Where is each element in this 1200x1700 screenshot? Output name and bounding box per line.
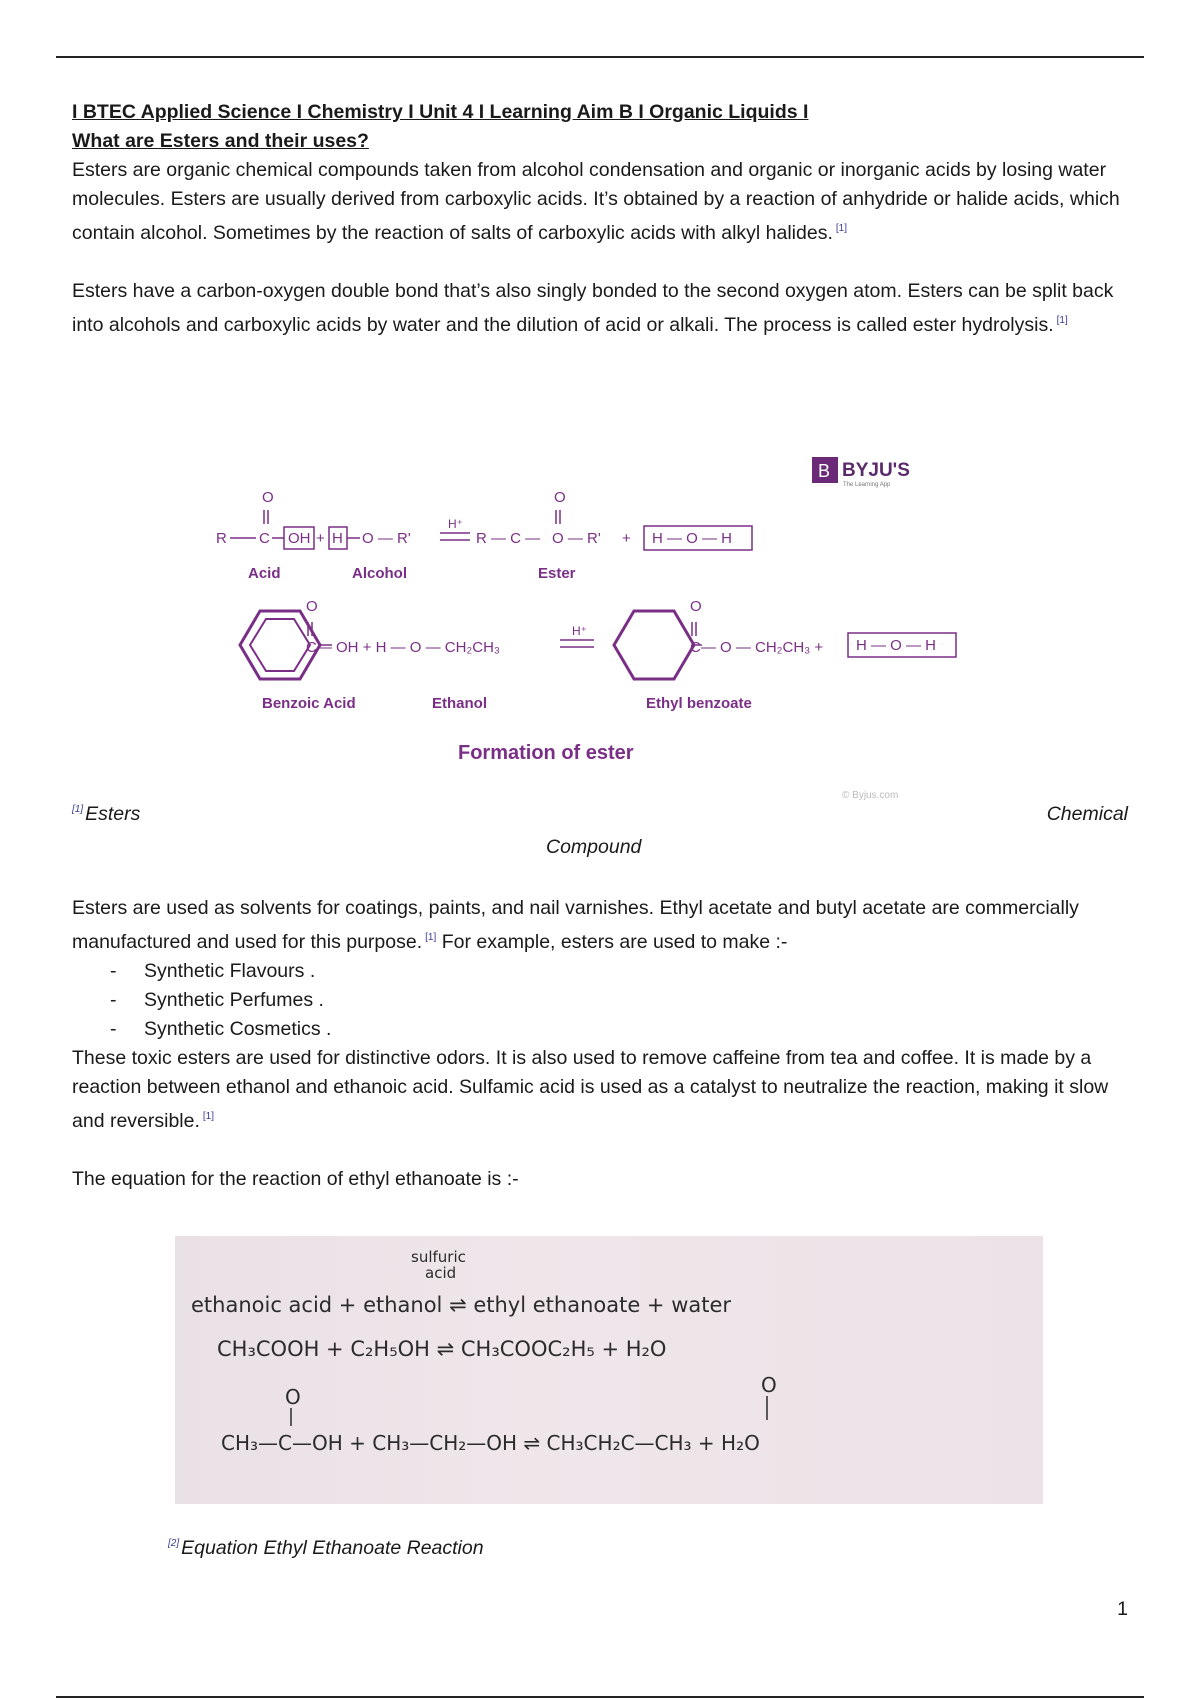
svg-text:ethanoic acid + ethanol ⇌ ethy: ethanoic acid + ethanol ⇌ ethyl ethanoate + water: [191, 1293, 732, 1317]
svg-text:Ester: Ester: [538, 565, 576, 582]
svg-text:sulfuric: sulfuric: [411, 1248, 466, 1266]
uses-section: [72, 894, 1132, 1194]
list-item: - Synthetic Flavours .: [110, 957, 1132, 986]
svg-text:C— OH + H — O — CH₂CH₃: C— OH + H — O — CH₂CH₃: [306, 639, 501, 656]
svg-text:R — C —: R — C —: [476, 530, 541, 547]
ester-formation-diagram: [200, 440, 1000, 800]
citation: [1]: [835, 223, 847, 234]
svg-text:Benzoic Acid: Benzoic Acid: [262, 695, 356, 712]
bottom-rule: [56, 1696, 1144, 1698]
figure2-caption: [2] Equation Ethyl Ethanoate Reaction: [168, 1537, 484, 1559]
list-item: - Synthetic Cosmetics .: [110, 1015, 1132, 1044]
svg-text:CH₃COOH + C₂H₅OH ⇌ CH₃COOC₂H₅: CH₃COOH + C₂H₅OH ⇌ CH₃COOC₂H₅ + H₂O: [217, 1337, 667, 1361]
svg-text:O: O: [690, 598, 702, 615]
paragraph-esters-definition: Esters are organic chemical compounds taken from alcohol condensation and organic or inorganic acids by losing water molecules. Esters are usually derived from carboxylic acids. It’s obtained by a reaction of anhydride or halide acids, which contain alcohol. Sometimes by the reaction of salts of carboxylic acids with alkyl halides. [1]: [72, 159, 1120, 244]
svg-text:+: +: [622, 530, 631, 547]
svg-text:O: O: [285, 1385, 301, 1409]
svg-text:R: R: [216, 530, 227, 547]
svg-text:CH₃—C—OH + CH₃—CH₂—OH ⇌ CH: CH₃—C—OH + CH₃—CH₂—OH ⇌ CH₃CH₂C—CH₃ + H₂O: [221, 1431, 760, 1455]
svg-text:C: C: [259, 530, 270, 547]
citation: [1]: [1056, 315, 1068, 326]
svg-text:OH: OH: [288, 530, 311, 547]
svg-text:H — O — H: H — O — H: [856, 637, 937, 654]
svg-text:O: O: [554, 489, 566, 506]
top-rule: [56, 56, 1144, 58]
svg-text:O: O: [761, 1373, 777, 1397]
svg-text:O: O: [306, 598, 318, 615]
svg-text:C— O — CH₂CH₃ +: C— O — CH₂CH₃ +: [690, 639, 824, 656]
paragraph-ester-hydrolysis: Esters have a carbon-oxygen double bond that’s also singly bonded to the second oxygen atom. Esters can be split back into alcohols and carboxylic acids by water and the dilution of acid or alkali. The process is called ester hydrolysis. [1]: [72, 280, 1114, 336]
ester-products-list: [72, 957, 1132, 1044]
svg-text:H — O — H: H — O — H: [652, 530, 733, 547]
list-item: - Synthetic Perfumes .: [110, 986, 1132, 1015]
svg-text:O — R': O — R': [362, 530, 411, 547]
svg-text:H⁺: H⁺: [448, 517, 463, 531]
svg-text:H⁺: H⁺: [572, 624, 587, 638]
svg-text:Acid: Acid: [248, 565, 281, 582]
svg-text:+: +: [316, 530, 325, 547]
svg-text:Formation of ester: Formation of ester: [458, 742, 634, 764]
svg-text:Alcohol: Alcohol: [352, 565, 407, 582]
svg-text:© Byjus.com: © Byjus.com: [842, 790, 899, 800]
paragraph-equation-intro: The equation for the reaction of ethyl ethanoate is :-: [72, 1168, 519, 1190]
document-body: [72, 98, 1132, 340]
svg-text:Ethanol: Ethanol: [432, 695, 487, 712]
svg-text:The Learning App: The Learning App: [843, 482, 891, 488]
figure1-caption-left: [1] Esters: [72, 803, 141, 825]
svg-text:BYJU'S: BYJU'S: [842, 460, 910, 481]
paragraph-ester-odors: These toxic esters are used for distinctive odors. It is also used to remove caffeine from tea and coffee. It is made by a reaction between ethanol and ethanoic acid. Sulfamic acid is used as a catalyst to neutralize the reaction, making it slow and reversible. [1]: [72, 1047, 1109, 1132]
svg-text:O: O: [262, 489, 274, 506]
page-title: What are Esters and their uses?: [72, 130, 369, 152]
page-number: 1: [1117, 1598, 1128, 1620]
svg-text:acid: acid: [425, 1264, 457, 1282]
svg-text:H: H: [332, 530, 343, 547]
svg-text:O — R': O — R': [552, 530, 601, 547]
svg-text:B: B: [818, 461, 831, 481]
paragraph-ester-uses: Esters are used as solvents for coatings, paints, and nail varnishes. Ethyl acetate and butyl acetate are commercially manufactured and used for this purpose. [1] For example, esters are used to make :-: [72, 897, 1079, 953]
svg-text:Ethyl benzoate: Ethyl benzoate: [646, 695, 752, 712]
figure1-caption-center: Compound: [546, 836, 642, 858]
ethyl-ethanoate-equation-image: [175, 1236, 1043, 1504]
figure1-caption-right: Chemical: [1046, 803, 1128, 825]
breadcrumb: I BTEC Applied Science I Chemistry I Unit 4 I Learning Aim B I Organic Liquids I: [72, 101, 809, 123]
